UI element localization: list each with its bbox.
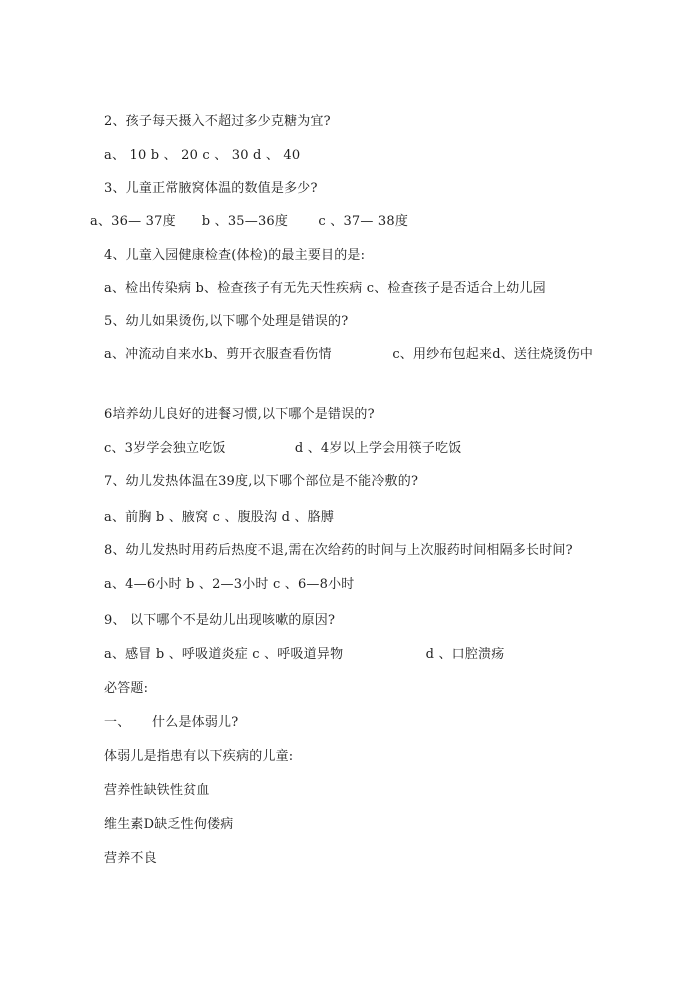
question-7: 7、幼儿发热体温在39度,以下哪个部位是不能冷敷的? [104, 474, 419, 489]
answer-list-item: 营养性缺铁性贫血 [104, 783, 210, 798]
answer-list-item: 营养不良 [104, 851, 157, 866]
question-8-options: a、4—6小时 b 、2—3小时 c 、6—8小时 [104, 577, 355, 592]
question-9-options: a、感冒 b 、呼吸道炎症 c 、呼吸道异物 d 、口腔溃疡 [104, 647, 505, 662]
question-2: 2、孩子每天摄入不超过多少克糖为宜? [104, 114, 331, 129]
answer-section-heading: 必答题: [104, 681, 149, 696]
answer-intro: 体弱儿是指患有以下疾病的儿童: [104, 749, 294, 764]
question-8: 8、幼儿发热时用药后热度不退,需在次给药的时间与上次服药时间相隔多长时间? [104, 543, 573, 558]
question-6-options: c、3岁学会独立吃饭 d 、4岁以上学会用筷子吃饭 [104, 441, 462, 456]
question-7-options: a、前胸 b 、腋窝 c 、腹股沟 d 、胳膊 [104, 510, 335, 525]
question-4: 4、儿童入园健康检查(体检)的最主要目的是: [104, 248, 366, 263]
question-3: 3、儿童正常腋窝体温的数值是多少? [104, 181, 318, 196]
question-2-options: a、 10 b 、 20 c 、 30 d 、 40 [104, 148, 301, 163]
question-9: 9、 以下哪个不是幼儿出现咳嗽的原因? [104, 613, 336, 628]
answer-item-1-title: 一、 什么是体弱儿? [104, 715, 239, 730]
question-6: 6培养幼儿良好的进餐习惯,以下哪个是错误的? [104, 407, 375, 422]
question-5: 5、幼儿如果烫伤,以下哪个处理是错误的? [104, 314, 349, 329]
question-5-options: a、冲流动自来水b、剪开衣服查看伤情 c、用纱布包起来d、送往烧烫伤中 [104, 347, 594, 362]
question-4-options: a、检出传染病 b、检查孩子有无先天性疾病 c、检查孩子是否适合上幼儿园 [104, 281, 546, 296]
question-3-options: a、36— 37度 b 、35—36度 c 、37— 38度 [90, 214, 409, 229]
answer-list-item: 维生素D缺乏性佝偻病 [104, 817, 234, 832]
